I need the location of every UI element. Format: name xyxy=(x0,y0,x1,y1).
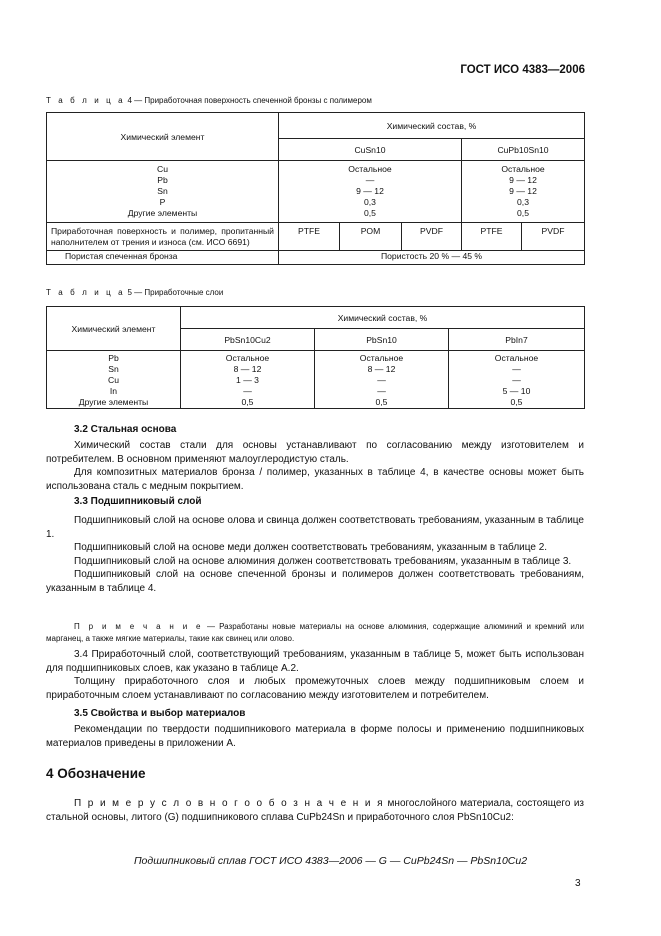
table5-value: 0,5 xyxy=(241,397,254,407)
table4-overlay-value: PTFE xyxy=(279,223,340,251)
table4-value: — xyxy=(365,175,375,185)
section-3-4-paragraph: 3.4 Приработочный слой, соответствующий требованиям, указанным в таблице 5, может быть использован для подшипниковых слоев, как указано в таблице А.2. xyxy=(46,649,584,674)
section-3-5-heading: 3.5 Свойства и выбор материалов xyxy=(74,708,246,719)
table5-caption-text: 5 — Приработочные слои xyxy=(127,288,224,297)
page-number: 3 xyxy=(575,878,581,889)
table5-value: — xyxy=(377,386,386,396)
section-3-2-body xyxy=(46,439,584,493)
section-3-2-paragraph: Химический состав стали для основы устанавливают по согласованию между изготовителем и потребителем. В основном применяют малоуглеродистую сталь. xyxy=(46,440,584,465)
section-3-3-body xyxy=(46,514,584,595)
table5-header-element: Химический элемент xyxy=(47,307,181,351)
section-3-5-paragraph: Рекомендации по твердости подшипникового материала в форме полосы и применению подшипниковых материалов приведены в приложении А. xyxy=(46,724,584,749)
section-3-4-body xyxy=(46,648,584,702)
section-3-4-paragraph: Толщину приработочного слоя и любых промежуточных слоев между подшипниковым слоем и приработочным слоем устанавливают по согласованию между изготовителем и потребителем. xyxy=(46,676,584,701)
table4-overlay-value: PVDF xyxy=(522,223,585,251)
table5-value: — xyxy=(512,375,521,385)
table5-alloy-pbin7: PbIn7 xyxy=(449,329,585,351)
table4-caption-label: Т а б л и ц а xyxy=(46,96,126,105)
table4-cupb10sn10-values xyxy=(462,161,585,223)
table4-value: 0,5 xyxy=(517,208,529,218)
table4-overlay-value: POM xyxy=(340,223,402,251)
table4-element: Sn xyxy=(157,186,168,196)
table4-alloy-cusn10: CuSn10 xyxy=(279,139,462,161)
table5-pbsn10-values xyxy=(315,351,449,409)
table4-value: 0,3 xyxy=(364,197,376,207)
table4-value: 9 — 12 xyxy=(509,186,537,196)
table4-value: 0,5 xyxy=(364,208,376,218)
table5-value: 0,5 xyxy=(375,397,388,407)
table5-element: Sn xyxy=(108,364,119,374)
section-3-3-paragraph: Подшипниковый слой на основе меди должен соответствовать требованиям, указанным в таблице 2. xyxy=(74,542,548,553)
table4 xyxy=(46,112,585,265)
note xyxy=(46,621,584,645)
table4-elements-cell xyxy=(47,161,279,223)
table5-element: Pb xyxy=(108,353,119,363)
table4-value: 0,3 xyxy=(517,197,529,207)
table5-caption xyxy=(46,288,223,297)
table4-caption xyxy=(46,96,372,105)
table4-value: Остальное xyxy=(348,164,392,174)
designation-formula: Подшипниковый сплав ГОСТ ИСО 4383—2006 — G — CuPb24Sn — PbSn10Cu2 xyxy=(133,855,528,867)
table5-value: 0,5 xyxy=(510,397,523,407)
table5-value: — xyxy=(377,375,386,385)
table5-element: Cu xyxy=(108,375,119,385)
table5-value: 8 — 12 xyxy=(367,364,396,374)
table4-element: Pb xyxy=(157,175,168,185)
table5-value: 5 — 10 xyxy=(502,386,531,396)
table4-value: 9 — 12 xyxy=(356,186,384,196)
table4-caption-text: 4 — Приработочная поверхность спеченной бронзы с полимером xyxy=(127,96,372,105)
section-4-example-paragraph xyxy=(46,797,584,824)
table5-elements-cell xyxy=(47,351,181,409)
table4-value: Остальное xyxy=(501,164,545,174)
table4-header-element: Химический элемент xyxy=(47,113,279,161)
table5-value: Остальное xyxy=(494,353,539,363)
table5-alloy-pbsn10: PbSn10 xyxy=(315,329,449,351)
table4-element: P xyxy=(159,197,166,207)
table5-value: — xyxy=(243,386,252,396)
example-label: П р и м е р у с л о в н о г о о б о з н а ч е н и я xyxy=(74,798,385,809)
table5-header-composition: Химический состав, % xyxy=(181,307,585,329)
table4-overlay-value: PTFE xyxy=(462,223,522,251)
table5-value: 1 — 3 xyxy=(236,375,259,385)
section-4-heading: 4 Обозначение xyxy=(46,766,146,781)
section-3-3-paragraph: Подшипниковый слой на основе спеченной бронзы и полимеров должен соответствовать требованиям, указанным в таблице 4. xyxy=(46,569,584,594)
note-label: П р и м е ч а н и е xyxy=(74,622,203,631)
table5-pbsn10cu2-values xyxy=(181,351,315,409)
table5-caption-label: Т а б л и ц а xyxy=(46,288,126,297)
table5-alloy-pbsn10cu2: PbSn10Cu2 xyxy=(181,329,315,351)
table5-value: 8 — 12 xyxy=(233,364,262,374)
table5 xyxy=(46,306,585,409)
table4-porous-value: Пористость 20 % — 45 % xyxy=(279,251,585,265)
document-header: ГОСТ ИСО 4383—2006 xyxy=(460,64,585,76)
table4-porous-label: Пористая спеченная бронза xyxy=(47,251,279,265)
table5-pbin7-values xyxy=(449,351,585,409)
table5-element: Другие элементы xyxy=(78,397,149,407)
table4-overlay-value: PVDF xyxy=(402,223,462,251)
table4-value: 9 — 12 xyxy=(509,175,537,185)
section-3-2-paragraph: Для композитных материалов бронза / полимер, указанных в таблице 4, в качестве основы может быть использована сталь с медным покрытием. xyxy=(46,467,584,492)
example-text: многослойного материала, состоящего из стальной основы, литого (G) подшипникового сплава CuPb24Sn и приработочного слоя PbSn10Cu2: xyxy=(46,798,584,823)
table4-element: Cu xyxy=(157,164,168,174)
note-text: — Разработаны новые материалы на основе алюминия, содержащие алюминий и кремний или марганец, а также мягкие материалы, такие как свинец или олово. xyxy=(46,622,584,643)
table4-alloy-cupb10sn10: CuPb10Sn10 xyxy=(462,139,585,161)
table5-value: — xyxy=(512,364,521,374)
table5-value: Остальное xyxy=(225,353,270,363)
table5-value: Остальное xyxy=(359,353,404,363)
table4-element: Другие элементы xyxy=(127,208,198,218)
section-3-3-paragraph: Подшипниковый слой на основе олова и свинца должен соответствовать требованиям, указанным в таблице 1. xyxy=(46,515,584,540)
section-4-example xyxy=(46,797,584,824)
table4-cusn10-values xyxy=(279,161,462,223)
section-3-3-heading: 3.3 Подшипниковый слой xyxy=(74,496,202,507)
table4-overlay-label: Приработочная поверхность и полимер, пропитанный наполнителем от трения и износа (см. ИСО 6691) xyxy=(47,223,279,251)
table5-element: In xyxy=(109,386,118,396)
table4-header-composition: Химический состав, % xyxy=(279,113,585,139)
section-3-2-heading: 3.2 Стальная основа xyxy=(74,424,177,435)
section-3-5-body xyxy=(46,723,584,750)
section-3-3-paragraph: Подшипниковый слой на основе алюминия должен соответствовать требованиям, указанным в таблице 3. xyxy=(74,555,572,567)
